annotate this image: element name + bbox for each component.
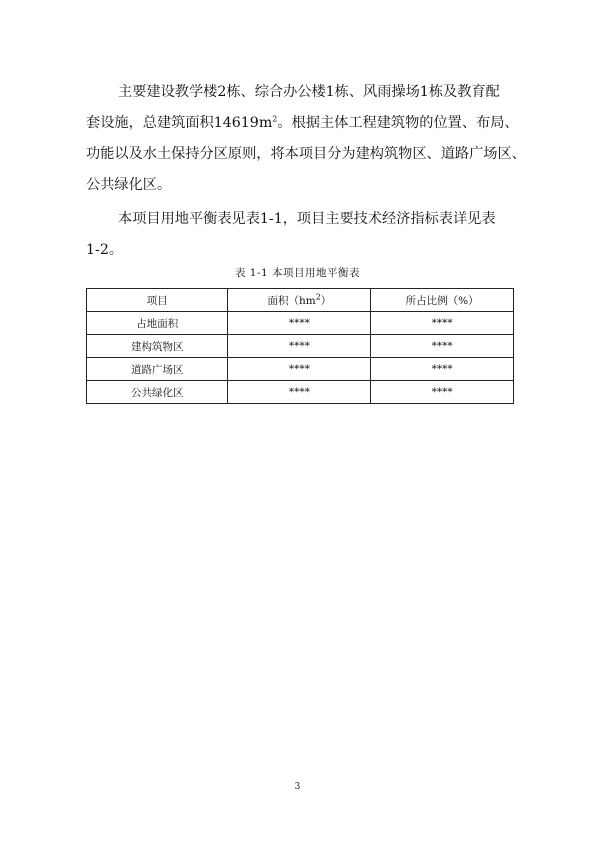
cell-item: 公共绿化区 bbox=[87, 381, 228, 404]
table-row bbox=[87, 381, 514, 404]
paragraph-line: 1-2。 bbox=[86, 242, 124, 258]
text-fragment: 套设施，总建筑面积14619m bbox=[86, 115, 273, 131]
superscript: 2 bbox=[272, 114, 278, 124]
cell-ratio: **** bbox=[371, 358, 514, 381]
table-row bbox=[87, 312, 514, 335]
cell-ratio: **** bbox=[371, 381, 514, 404]
cell-item: 占地面积 bbox=[87, 312, 228, 335]
paragraph-construction-summary bbox=[86, 77, 526, 201]
header-item: 项目 bbox=[87, 289, 228, 312]
table-header-row bbox=[87, 289, 514, 312]
header-ratio: 所占比例（%） bbox=[371, 289, 514, 312]
text-fragment: 面积（hm bbox=[267, 294, 316, 307]
superscript: 2 bbox=[315, 292, 321, 301]
text-fragment: 。根据主体工程建筑物的位置、布局、 bbox=[277, 115, 519, 131]
cell-item: 建构筑物区 bbox=[87, 335, 228, 358]
table-row bbox=[87, 335, 514, 358]
paragraph-line bbox=[86, 108, 518, 139]
cell-area: **** bbox=[228, 358, 371, 381]
paragraph-line: 主要建设教学楼2栋、综合办公楼1栋、风雨操场1栋及教育配 bbox=[118, 84, 500, 100]
cell-item: 道路广场区 bbox=[87, 358, 228, 381]
table-caption: 表 1-1 本项目用地平衡表 bbox=[234, 267, 361, 279]
paragraph-line: 本项目用地平衡表见表1-1，项目主要技术经济指标表详见表 bbox=[118, 211, 496, 227]
table-row bbox=[87, 358, 514, 381]
header-area bbox=[228, 289, 371, 312]
paragraph-line: 功能以及水土保持分区原则，将本项目分为建构筑物区、道路广场区、 bbox=[86, 146, 526, 162]
cell-area: **** bbox=[228, 381, 371, 404]
paragraph-table-reference bbox=[86, 204, 518, 266]
cell-ratio: **** bbox=[371, 312, 514, 335]
cell-area: **** bbox=[228, 312, 371, 335]
paragraph-line: 公共绿化区。 bbox=[86, 177, 172, 193]
text-fragment: ） bbox=[320, 294, 332, 307]
land-balance-table bbox=[86, 288, 514, 404]
cell-area: **** bbox=[228, 335, 371, 358]
cell-ratio: **** bbox=[371, 335, 514, 358]
page-number: 3 bbox=[294, 782, 301, 792]
